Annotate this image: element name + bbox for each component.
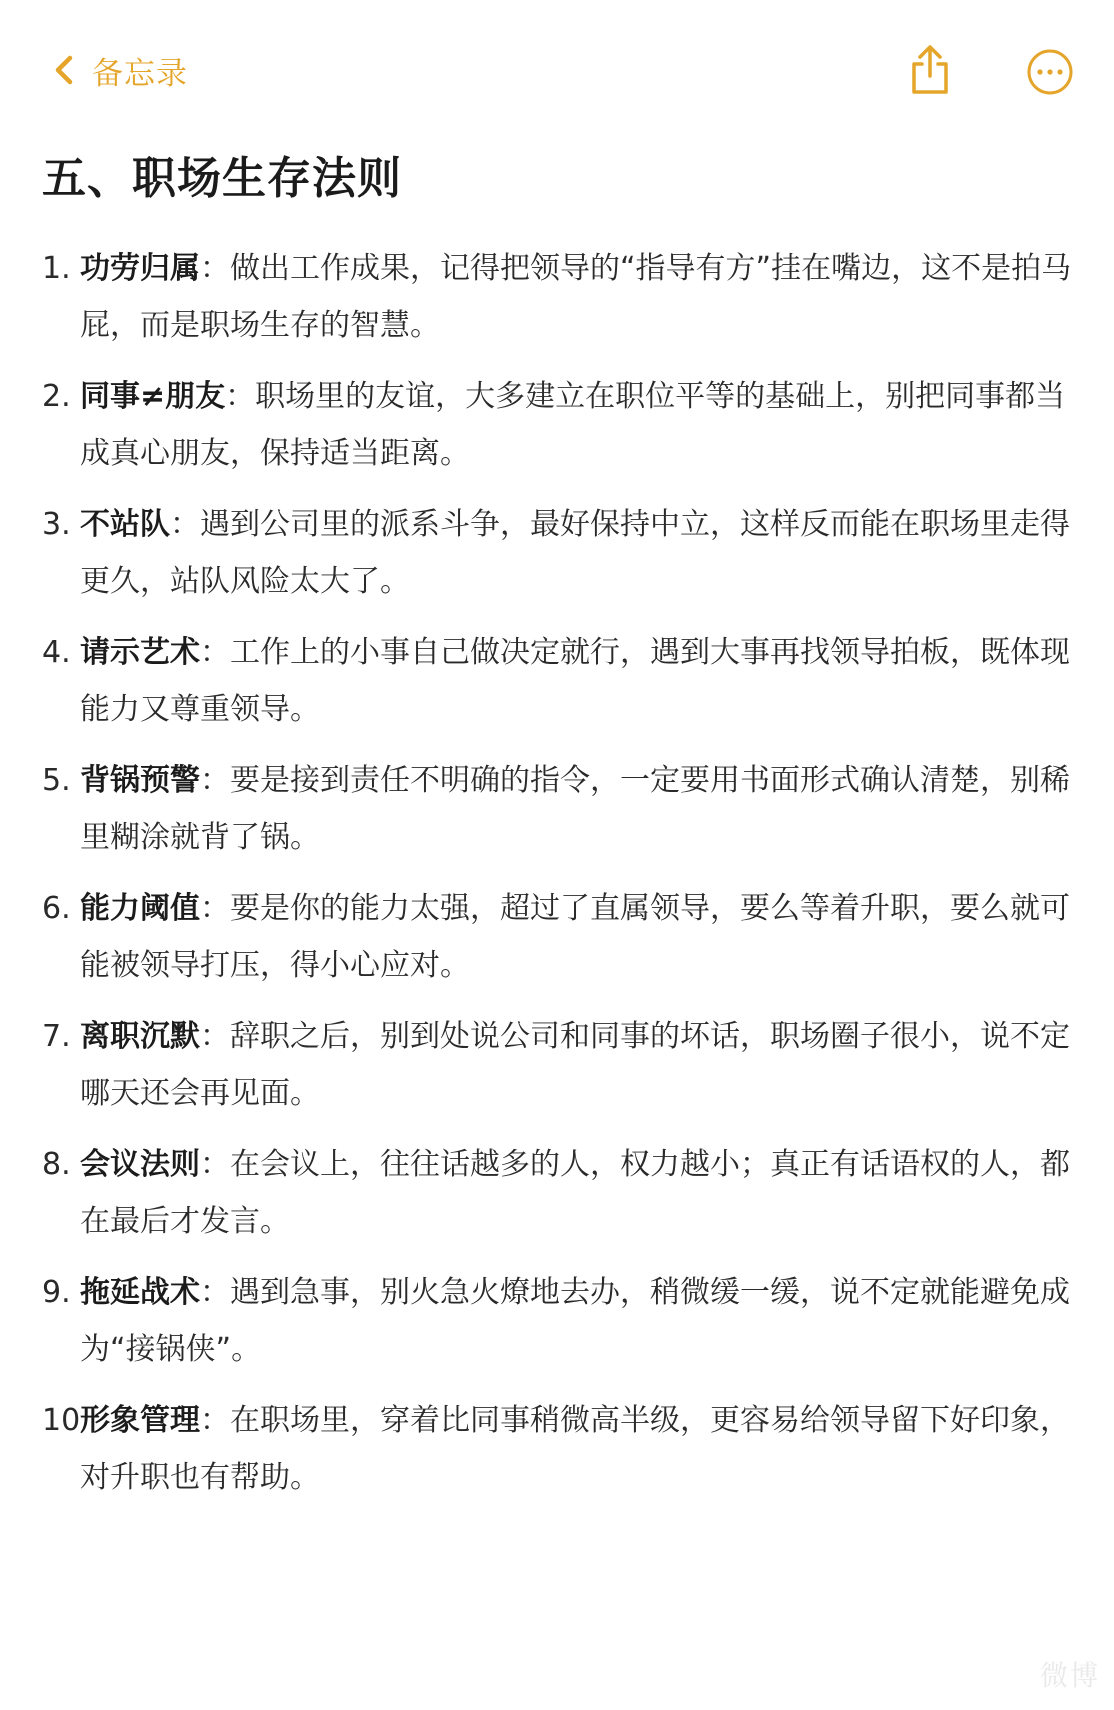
item-text: 要是你的能力太强，超过了直属领导，要么等着升职，要么就可能被领导打压，得小心应对。 — [80, 891, 1070, 983]
item-term: 拖延战术 — [80, 1275, 200, 1310]
item-number: 9. — [42, 1275, 71, 1310]
share-icon[interactable] — [908, 44, 952, 96]
list-item — [42, 1264, 1072, 1378]
item-text: 工作上的小事自己做决定就行，遇到大事再找领导拍板，既体现能力又尊重领导。 — [80, 635, 1070, 727]
item-term: 离职沉默 — [80, 1019, 200, 1054]
item-separator: ： — [200, 891, 230, 926]
item-separator: ： — [200, 1403, 230, 1438]
item-text: 在职场里，穿着比同事稍微高半级，更容易给领导留下好印象，对升职也有帮助。 — [80, 1403, 1070, 1495]
item-text: 辞职之后，别到处说公司和同事的坏话，职场圈子很小，说不定哪天还会再见面。 — [80, 1019, 1070, 1111]
item-term: 不站队 — [80, 507, 170, 542]
item-number: 4. — [42, 635, 71, 670]
item-term: 背锅预警 — [80, 763, 200, 798]
item-number: 1. — [42, 251, 71, 286]
item-separator: ： — [200, 1019, 230, 1054]
item-number: 5. — [42, 763, 71, 798]
item-text: 遇到急事，别火急火燎地去办，稍微缓一缓，说不定就能避免成为“接锅侠”。 — [80, 1275, 1070, 1367]
item-number: 6. — [42, 891, 71, 926]
item-term: 能力阈值 — [80, 891, 200, 926]
item-number: 10 — [42, 1403, 81, 1438]
back-label: 备忘录 — [92, 55, 188, 92]
rules-list — [42, 240, 1072, 1520]
item-text: 要是接到责任不明确的指令，一定要用书面形式确认清楚，别稀里糊涂就背了锅。 — [80, 763, 1070, 855]
list-item — [42, 752, 1072, 866]
back-button[interactable] — [48, 46, 188, 94]
item-term: 形象管理 — [80, 1403, 200, 1438]
list-item — [42, 368, 1072, 482]
item-separator: ： — [200, 635, 230, 670]
item-number: 7. — [42, 1019, 71, 1054]
item-separator: ： — [225, 379, 256, 414]
item-term: 功劳归属 — [80, 251, 200, 286]
more-icon[interactable] — [1026, 48, 1074, 96]
list-item — [42, 624, 1072, 738]
item-text: 在会议上，往往话越多的人，权力越小；真正有话语权的人，都在最后才发言。 — [80, 1147, 1070, 1239]
item-term: 请示艺术 — [80, 635, 200, 670]
item-text: 职场里的友谊，大多建立在职位平等的基础上，别把同事都当成真心朋友，保持适当距离。 — [80, 379, 1066, 471]
list-item — [42, 1008, 1072, 1122]
item-separator: ： — [200, 1147, 230, 1182]
list-item — [42, 880, 1072, 994]
item-number: 2. — [42, 379, 71, 414]
list-item — [42, 1392, 1072, 1506]
nav-bar — [0, 36, 1114, 106]
list-item — [42, 240, 1072, 354]
list-item — [42, 496, 1072, 610]
chevron-left-icon — [48, 46, 84, 94]
item-term: 会议法则 — [80, 1147, 200, 1182]
item-text: 遇到公司里的派系斗争，最好保持中立，这样反而能在职场里走得更久，站队风险太大了。 — [80, 507, 1070, 599]
item-term: 同事≠朋友 — [80, 379, 226, 414]
item-separator: ： — [200, 763, 230, 798]
item-separator: ： — [170, 507, 200, 542]
note-title: 五、职场生存法则 — [42, 153, 402, 204]
item-text: 做出工作成果，记得把领导的“指导有方”挂在嘴边，这不是拍马屁，而是职场生存的智慧。 — [80, 251, 1072, 343]
list-item — [42, 1136, 1072, 1250]
item-separator: ： — [200, 251, 230, 286]
watermark: 微博 — [1039, 1659, 1100, 1692]
item-number: 3. — [42, 507, 71, 542]
item-number: 8. — [42, 1147, 71, 1182]
item-separator: ： — [200, 1275, 230, 1310]
